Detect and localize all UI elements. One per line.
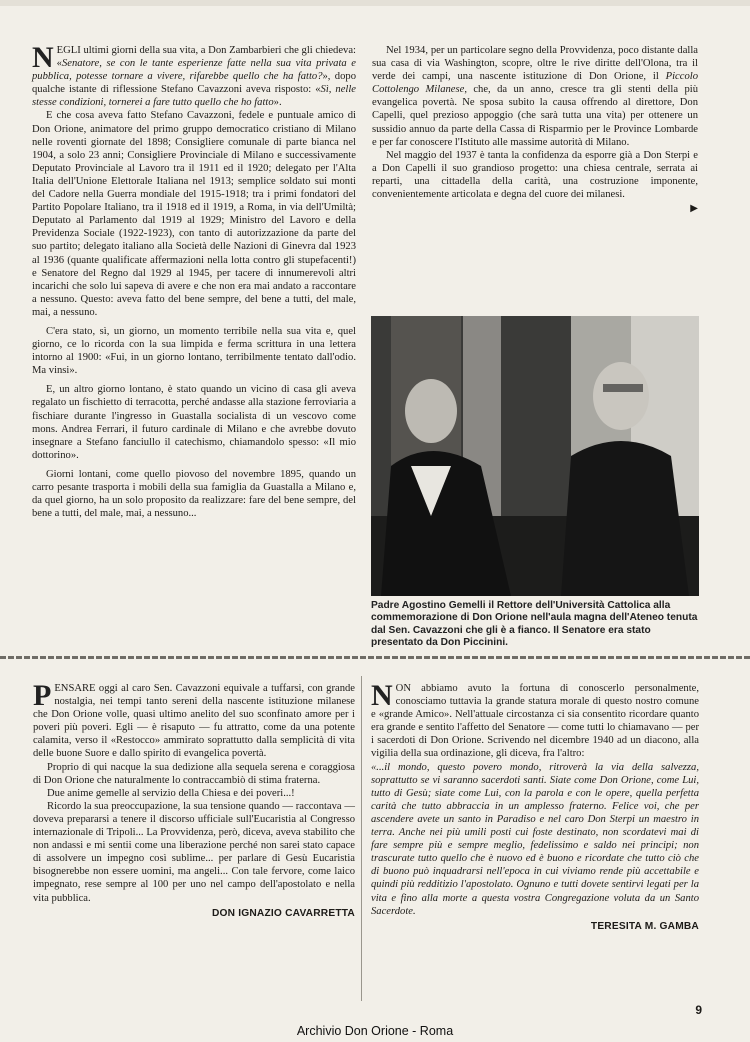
article-column-2 xyxy=(372,44,698,215)
drop-cap: P xyxy=(33,679,52,712)
paragraph-13: «...il mondo, questo povero mondo, ritroverà la via della salvezza, soprattutto se vi saranno sacerdoti santi. Siate come Don Orione, come Lui, tutto di Gesù; siate come Lui, con la parola e con le opere, quella perfetta carità che tutto abbraccia in un amplesso fraterno. Felice voi, che per ascendere avete un santo in Paradiso e nel caro Don Sterpi un maestro in terra. Anche nei più umili posti cui foste destinato, non scordatevi mai di fare sempre più e sempre meglio, fedelissimo e saldo nei principi; non trascurate tutto quello che è nuovo ed è buono e ricordate che tutto ciò che di buono può inquadrarsi nell'epoca in cui viviamo rende più accettabile e quindi più redditizio l'apostolato. Ognuno e tutti dovete sentirvi legati per la vita e fino alla morte a questa vostra Congregazione voluta da un Santo Sacerdote. xyxy=(371,761,699,917)
article-column-4 xyxy=(371,679,699,933)
paragraph-1: NEGLI ultimi giorni della sua vita, a Don Zambarbieri che gli chiedeva: «Senatore, se con le tante esperienze fatte nella sua vita privata e pubblica, potesse tornare a vivere, rifarebbe quello che ha fatto?», dopo qualche istante di riflessione Stefano Cavazzoni aveva risposto: «Sì, nelle stesse condizioni, tornerei a fare tutto quello che ho fatto». xyxy=(32,41,356,109)
author-signature: TERESITA M. GAMBA xyxy=(590,920,699,932)
photograph xyxy=(371,316,699,596)
paragraph-5: Giorni lontani, come quello piovoso del novembre 1895, quando un carro pesante trasporta i mobili della sua famiglia da Guastalla a Milano e, da quel giorno, ha un solo proposito da realizzare: fare del bene sempre, del bene a tutti, del male, mai, a nessuno... xyxy=(32,468,356,520)
paragraph-6: Nel 1934, per un particolare segno della Provvidenza, poco distante dalla sua casa di via Washington, scopre, oltre le rive diritte dell'Olona, tra il verde dei campi, una nascente istituzione di Don Orione, il Piccolo Cottolengo Milanese, che, da un anno, cresce tra gli stenti della più evangelica povertà. Ne sposa subito la causa offrendo al direttore, Don Capelli, quel prezioso appoggio (che sarà tutta una vita) per ottenere un sussidio annuo da parte della Cassa di Risparmio per le Province Lombarde e per far conoscere l'Istituto alle massime autorità di Milano. xyxy=(372,45,698,148)
page-number: 9 xyxy=(695,1003,702,1017)
author-signature: DON IGNAZIO CAVARRETTA xyxy=(211,907,355,919)
paragraph-11: Ricordo la sua preoccupazione, la sua tensione quando — raccontava — doveva prepararsi a tenere il discorso ufficiale sull'Eucaristia al Congresso internazionale di Tripoli... La Provvidenza, però, diceva, aveva stabilito che non andassi e mi sentii come una liberazione perché non sarei stato capace di assolvere un impegno così sublime... per parlare di Gesù Eucaristia bisognerebbe non essere uomini, ma angeli... Con tale fervore, come laico impegnato, rese sempre al 100 per uno nel campo dell'apostolato e nella vita pubblica. xyxy=(33,800,355,904)
paragraph-4: E, un altro giorno lontano, è stato quando un vicino di casa gli aveva regalato un fischietto di terracotta, perché andasse alla stazione ferroviaria a fischiare durante l'ingresso in Guastalla socialista di un vescovo come mons. Andrea Ferrari, il futuro cardinale di Milano e che avrebbe dovuto insegnare a Stefano fanciullo il catechismo, chiamandolo spesso: «Il mio dottorino». xyxy=(32,384,356,461)
article-column-3 xyxy=(33,679,355,920)
archive-footer: Archivio Don Orione - Roma xyxy=(296,1024,454,1038)
paragraph-12: NON abbiamo avuto la fortuna di conoscerlo personalmente, conosciamo tuttavia la grande statura morale di questo nostro comune e «grande Amico». Nell'attuale circostanza ci sia consentito ricordare quanto era grande e sentito l'affetto del Senatore — come tutti lo chiamavano — per i sacerdoti di Don Orione. Scrivendo nel dicembre 1940 ad un diacono, alla vigilia della sua ordinazione, gli diceva, fra l'altro: xyxy=(371,679,699,760)
page-edge xyxy=(0,0,750,6)
paragraph-9: Proprio di qui nacque la sua dedizione alla sequela serena e coraggiosa di Don Orione che naturalmente lo contraccambiò di stima fraterna. xyxy=(33,761,355,786)
paragraph-8: PENSARE oggi al caro Sen. Cavazzoni equivale a tuffarsi, con grande nostalgia, nei tempi tanto sereni della nascente istituzione milanese che Don Orione volle, quasi ultimo anelito del suo sconfinato amore per i poveri più poveri. Egli — è risaputo — fu attratto, come da una potente calamita, verso il «Restocco» ammirato soprattutto dalla semplicità di vita delle buone Suore e dallo spirito di evangelica povertà. xyxy=(33,679,355,760)
section-divider xyxy=(0,656,750,659)
continue-arrow-icon: ▶ xyxy=(690,203,698,215)
column-divider xyxy=(361,676,362,1001)
paragraph-7: Nel maggio del 1937 è tanta la confidenza da esporre già a Don Sterpi e a Don Capelli il suo grandioso progetto: una chiesa centrale, serrata ai reparti, una cittadella della carità, una costruzione imponente, convenientemente articolata e degna del cuore dei milanesi. xyxy=(372,149,698,201)
drop-cap: N xyxy=(371,679,393,712)
photo-caption: Padre Agostino Gemelli il Rettore dell'Università Cattolica alla commemorazione di Don Orione nell'aula magna dell'Ateneo tenuta dal Sen. Cavazzoni che gli è a fianco. Il Senatore era stato presentato da Don Piccinini. xyxy=(371,600,698,649)
paragraph-2: E che cosa aveva fatto Stefano Cavazzoni, fedele e puntuale amico di Don Orione, animatore del primo gruppo democratico cristiano di Milano nelle roventi giornate del 1898; Consigliere comunale di parte bianca nel 1904, a solo 23 anni; Consigliere Provinciale di Milano e successivamente Deputato Provinciale al Lavoro tra il 1911 ed il 1920; delegato per l'Alta Italia dell'Unione Elettorale Italiana nel 1913; semplice soldato sui monti del Cadore nella Guerra mondiale del 1915-1918; tra i primi fondatori del Partito Popolare Italiano, tra il 1918 ed il 1919, a Roma, in via dell'Umiltà; Deputato al Parlamento dal 1919 al 1929; Ministro del Lavoro e della Previdenza Sociale (1922-1923), con tanto di autorizzazione da parte del suo partito; delegato italiano alla Società delle Nazioni di Ginevra dal 1923 al 1936 (quante qualificate affermazioni nella lotta contro gli stupefacenti!) e Senatore del Regno dal 1929 al 1945, per tacere di innumerevoli altri incarichi che solo lui sapeva di avere e che non era mai andato a raccontare a nessuno. Questo: aveva fatto del bene sempre, del bene a tutti, del male, mai, a nessuno. xyxy=(32,110,356,318)
article-column-1 xyxy=(32,41,356,520)
paragraph-10: Due anime gemelle al servizio della Chiesa e dei poveri...! xyxy=(47,787,295,799)
paragraph-3: C'era stato, sì, un giorno, un momento terribile nella sua vita e, quel giorno, ce lo ricorda con la sua limpida e ferma scrittura in una lettera intorno al 1900: «Fui, in un giorno lontano, terribilmente tentato dall'odio. Ma vinsi». xyxy=(32,325,356,377)
photo-illustration xyxy=(371,316,699,596)
drop-cap: N xyxy=(32,41,54,74)
